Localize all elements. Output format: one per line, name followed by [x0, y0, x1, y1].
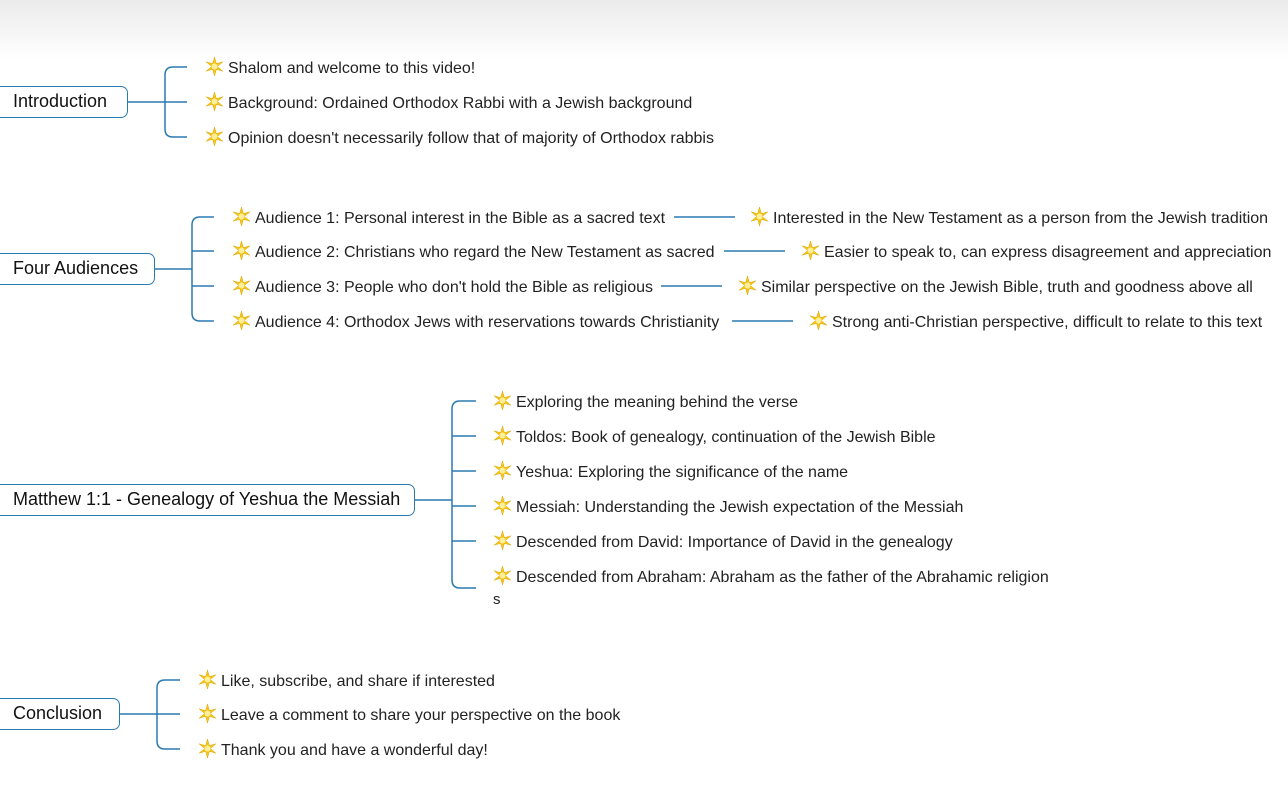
- subtopic-item[interactable]: [493, 426, 936, 448]
- subtopic-label: Thank you and have a wonderful day!: [221, 742, 488, 759]
- sparkle-icon: [493, 461, 512, 480]
- subtopic-label: Descended from Abraham: Abraham as the father of the Abrahamic religion: [516, 569, 1049, 586]
- sparkle-icon: [809, 311, 828, 330]
- sparkle-icon: [232, 207, 251, 226]
- sparkle-icon: [493, 426, 512, 445]
- sparkle-icon: [750, 207, 769, 226]
- sparkle-icon: [493, 496, 512, 515]
- subtopic-item[interactable]: [232, 311, 719, 333]
- subtopic-item[interactable]: [198, 704, 620, 726]
- sparkle-icon: [198, 704, 217, 723]
- sparkle-icon: [232, 311, 251, 330]
- detail-item[interactable]: [801, 241, 1271, 263]
- sparkle-icon: [232, 276, 251, 295]
- subtopic-item[interactable]: [198, 670, 495, 692]
- subtopic-item[interactable]: [493, 566, 1049, 588]
- subtopic-item[interactable]: [205, 57, 475, 79]
- subtopic-label: Audience 3: People who don't hold the Bible as religious: [255, 279, 653, 296]
- subtopic-item[interactable]: [232, 207, 665, 229]
- subtopic-label: Exploring the meaning behind the verse: [516, 394, 798, 411]
- subtopic-label: Leave a comment to share your perspective on the book: [221, 707, 621, 724]
- sparkle-icon: [205, 57, 224, 76]
- subtopic-item[interactable]: [232, 276, 653, 298]
- topic-node-introduction[interactable]: Introduction: [0, 86, 128, 118]
- subtopic-item[interactable]: [493, 391, 798, 413]
- sparkle-icon: [493, 391, 512, 410]
- sparkle-icon: [738, 276, 757, 295]
- detail-label: Similar perspective on the Jewish Bible, truth and goodness above all: [761, 279, 1253, 296]
- subtopic-label: Like, subscribe, and share if interested: [221, 673, 495, 690]
- detail-label: Easier to speak to, can express disagreement and appreciation: [824, 244, 1272, 261]
- subtopic-label: Audience 1: Personal interest in the Bible as a sacred text: [255, 210, 666, 227]
- sparkle-icon: [205, 92, 224, 111]
- detail-item[interactable]: [809, 311, 1262, 333]
- topic-node-four-audiences[interactable]: Four Audiences: [0, 253, 155, 285]
- subtopic-item[interactable]: [493, 461, 848, 483]
- sparkle-icon: [198, 670, 217, 689]
- subtopic-label: Descended from David: Importance of David in the genealogy: [516, 534, 953, 551]
- subtopic-label: Audience 4: Orthodox Jews with reservations towards Christianity: [255, 314, 720, 331]
- sparkle-icon: [205, 127, 224, 146]
- topic-node-conclusion[interactable]: Conclusion: [0, 698, 120, 730]
- subtopic-label: Messiah: Understanding the Jewish expectation of the Messiah: [516, 499, 964, 516]
- subtopic-item[interactable]: [205, 127, 714, 149]
- subtopic-label: Opinion doesn't necessarily follow that of majority of Orthodox rabbis: [228, 130, 714, 147]
- detail-label: Strong anti-Christian perspective, difficult to relate to this text: [832, 314, 1263, 331]
- detail-label: Interested in the New Testament as a person from the Jewish tradition: [773, 210, 1269, 227]
- subtopic-label: Toldos: Book of genealogy, continuation of the Jewish Bible: [516, 429, 936, 446]
- sparkle-icon: [232, 241, 251, 260]
- subtopic-item[interactable]: [232, 241, 715, 263]
- sparkle-icon: [493, 531, 512, 550]
- subtopic-label: Audience 2: Christians who regard the New Testament as sacred: [255, 244, 715, 261]
- sparkle-icon: [493, 566, 512, 585]
- subtopic-item[interactable]: [493, 496, 963, 518]
- subtopic-label-wrap: s: [493, 591, 501, 608]
- subtopic-item[interactable]: [198, 739, 488, 761]
- detail-item[interactable]: [750, 207, 1268, 229]
- subtopic-item[interactable]: [205, 92, 692, 114]
- topic-node-matthew[interactable]: Matthew 1:1 - Genealogy of Yeshua the Messiah: [0, 484, 415, 516]
- sparkle-icon: [198, 739, 217, 758]
- subtopic-label: Yeshua: Exploring the significance of the name: [516, 464, 849, 481]
- subtopic-label: Shalom and welcome to this video!: [228, 60, 476, 77]
- subtopic-item[interactable]: [493, 531, 953, 553]
- subtopic-label: Background: Ordained Orthodox Rabbi with a Jewish background: [228, 95, 693, 112]
- sparkle-icon: [801, 241, 820, 260]
- detail-item[interactable]: [738, 276, 1253, 298]
